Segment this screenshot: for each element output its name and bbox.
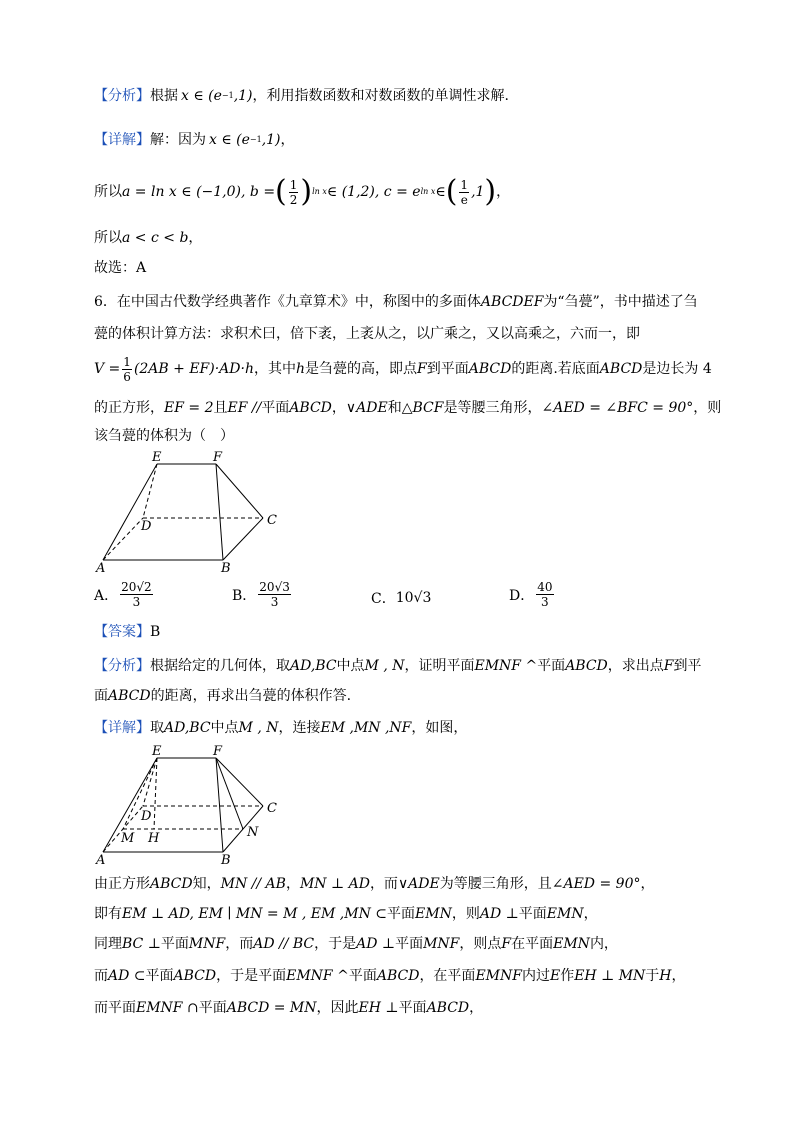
answer-line: 【答案】 B <box>94 624 161 640</box>
choice-b: B． $\frac{20√3}{3}$ <box>232 580 290 609</box>
detail-line-4: 【详解】 取 AD,BC 中点 M , N ，连接 EM ,MN ,NF ，如图， <box>94 720 468 736</box>
detail-line-2: 所以 a = ln x ∈ (−1,0), b = ( $\frac{1}{2}$ ) ln x ∈ (1,2), c = e ln x ∈ ( $\frac{1}{e}$ ,1 ) ， <box>94 174 511 209</box>
question-line-5: 该刍甍的体积为（ ） <box>94 428 234 444</box>
polyhedron-figure-1 <box>90 450 290 576</box>
choice-a: A． $\frac{20√2}{3}$ <box>94 580 152 609</box>
label-E: E <box>152 744 162 759</box>
label-N: N <box>247 825 259 840</box>
label-F: F <box>213 744 223 759</box>
fraction-one-over-e: $\frac{1}{e}$ <box>460 177 469 207</box>
choice-statement: 故选：A <box>94 260 147 276</box>
detail-line-3: 所以 a < c < b ， <box>94 230 203 246</box>
proof-line-5: 而平面 EMNF ∩ 平面 ABCD = MN ，因此 EH ⊥ 平面 ABCD ， <box>94 1000 484 1016</box>
label-A: A <box>96 853 106 868</box>
label-C: C <box>267 513 277 528</box>
proof-line-3: 同理 BC ⊥ 平面 MNF ，而 AD // BC ，于是 AD ⊥ 平面 MNF ，则点 F 在平面 EMN 内， <box>94 936 618 952</box>
detail-line-1: 【详解】 解：因为 x ∈ (e −1 ,1) ， <box>94 132 295 148</box>
label-B: B <box>221 561 231 576</box>
label-C: C <box>267 801 277 816</box>
label-H: H <box>148 831 160 846</box>
detail-tag: 【详解】 <box>94 132 150 148</box>
proof-line-2: 即有 EM ⊥ AD, EM ∣ MN = M , EM ,MN ⊂ 平面 EMN ，则 AD ⊥ 平面 EMN ， <box>94 906 598 922</box>
proof-line-4: 而 AD ⊂ 平面 ABCD ，于是平面 EMNF ^ 平面 ABCD ，在平面 EMNF 内过 E 作 EH ⊥ MN 于 H ， <box>94 968 686 984</box>
label-D: D <box>141 809 152 824</box>
question-line-4: 的正方形， EF = 2 且 EF // 平面 ABCD ， ∨ADE 和 △BCF 是等腰三角形， ∠AED = ∠BFC = 90° ，则 <box>94 400 722 416</box>
question-line-3: V = $\frac{1}{6}$ (2AB + EF)·AD·h ，其中 h 是刍甍的高，即点 F 到平面 ABCD 的距离.若底面 ABCD 是边长为 4 <box>94 354 712 384</box>
answer-tag: 【答案】 <box>94 624 150 640</box>
polyhedron-figure-2 <box>90 742 290 868</box>
label-A: A <box>96 561 106 576</box>
proof-line-1: 由正方形 ABCD 知， MN // AB ， MN ⊥ AD ，而 ∨ADE 为等腰三角形，且 ∠AED = 90° ， <box>94 876 655 892</box>
analysis-line-2: 【分析】 根据给定的几何体，取 AD,BC 中点 M , N ，证明平面 EMNF ^ 平面 ABCD ，求出点 F 到平 <box>94 658 702 674</box>
label-M: M <box>121 831 135 846</box>
label-E: E <box>152 450 162 465</box>
fraction-one-half: $\frac{1}{2}$ <box>289 177 298 207</box>
question-line-2: 甍的体积计算方法：求积术曰，倍下袤，上袤从之，以广乘之，又以高乘之，六而一，即 <box>94 326 640 342</box>
label-B: B <box>221 853 231 868</box>
label-F: F <box>213 450 223 465</box>
question-line-1: 6．在中国古代数学经典著作《九章算术》中，称图中的多面体 ABCDEF 为“刍甍”，书中描述了刍 <box>94 294 698 310</box>
choice-d: D． $\frac{40}{3}$ <box>509 580 553 609</box>
analysis-line-3: 面 ABCD 的距离，再求出刍甍的体积作答. <box>94 688 352 704</box>
fraction-one-sixth: $\frac{1}{6}$ <box>123 354 131 384</box>
choice-c: C． 10√3 <box>371 590 432 607</box>
label-D: D <box>141 519 152 534</box>
analysis-line-1: 【分析】 根据 x ∈ (e −1 ,1) ，利用指数函数和对数函数的单调性求解. <box>94 88 509 104</box>
analysis-tag: 【分析】 <box>94 88 150 104</box>
